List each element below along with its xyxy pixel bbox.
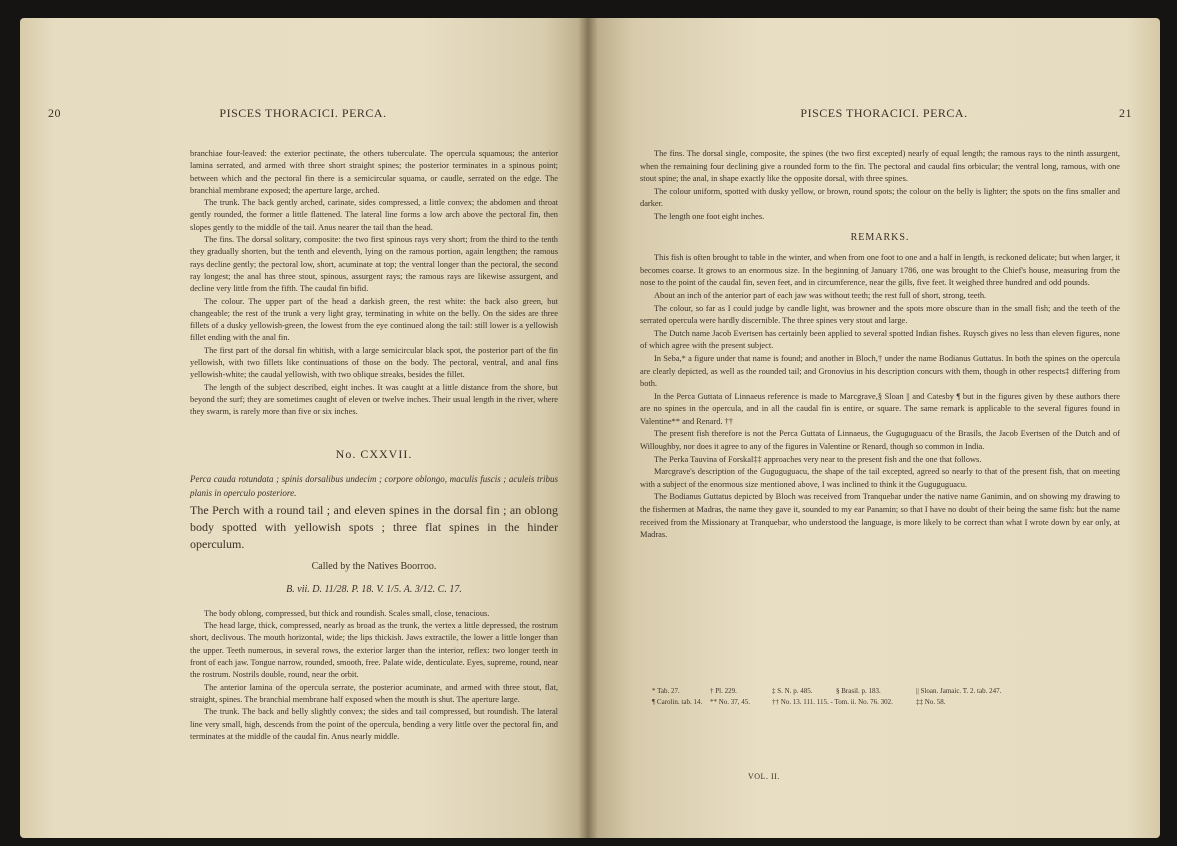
- paragraph: branchiae four-leaved: the exterior pectinate, the others tuberculate. The opercula squamous; the anterior lamina serrated, and armed with three short straight spines; the posterior terminates in a spinous point; between which and the pectoral fin there is a semicircular squama, or caudle, serrated on the edge. The branchial membrane exposed; the aperture large, arched.: [190, 149, 558, 195]
- paragraph: The colour. The upper part of the head a darkish green, the rest white: the back also green, but changeable; the rest of the trunk a very light gray, terminating in white on the belly. On the sides are three fillets of a dusky yellowish-green, the lowest from the eye continued along the tail: still lower is a yellowish fillet ending with the anal fin.: [190, 296, 558, 343]
- paragraph: The Dutch name Jacob Evertsen has certainly been applied to several spotted Indian fishes. Ruysch gives no less than eleven figures, none of which agree with the present subject.: [640, 328, 1120, 351]
- left-text-column: [190, 148, 558, 419]
- footnote: § Brasil. p. 183.: [836, 687, 881, 695]
- footnote: ‡‡ No. 58.: [916, 698, 946, 706]
- footnote: † Pl. 229.: [710, 687, 737, 695]
- footnote-row: [652, 686, 1122, 697]
- right-page-number: 21: [1119, 106, 1132, 120]
- left-page-number: 20: [48, 106, 61, 120]
- paragraph: The present fish therefore is not the Perca Guttata of Linnaeus, the Guguguguacu of the Brasils, the Jacob Evertsen of the Dutch and of Willoughby, nor does it agree to any of the figures in Valentine or Renard, though so common in India.: [640, 429, 1120, 452]
- right-page: [588, 18, 1160, 838]
- paragraph: Marcgrave's description of the Guguguguacu, the shape of the tail excepted, agreed so nearly to that of the present fish, that on meeting with a subject of the enormous size mentioned above, I was inclined to think it the Guguguguacu.: [640, 467, 1120, 489]
- paragraph: About an inch of the anterior part of each jaw was without teeth; the rest full of short, strong, teeth.: [654, 290, 987, 300]
- section-heading: No. CXXVII.: [335, 447, 413, 461]
- paragraph: The fins. The dorsal single, composite, the spines (the two first excepted) nearly of equal length; the ramous rays to the ninth assurgent, when the remaining four declining give a rounded form to the fin. The pectoral and caudal fins orbicular; the ventral long, ramous, with one stout spine; the anal, in shape exactly like the opposite dorsal, with three spines.: [640, 149, 1120, 184]
- paragraph: The colour uniform, spotted with dusky yellow, or brown, round spots; the colour on the belly is lighter; the spots on the fins smaller and darker.: [640, 186, 1120, 209]
- paragraph: The trunk. The back and belly slightly convex; the sides and tail compressed, but roundish. The lateral line very small, high, descends from the point of the opercula, bending a very little over the pectoral fin, and terminates at the middle of the caudal fin. Anus nearly middle.: [190, 707, 558, 741]
- paragraph: In the Perca Guttata of Linnaeus reference is made to Marcgrave,§ Sloan || and Catesby ¶ but in the figures given by these authors there are no spines in the opercula, and in all the caudal fin is entire, or square. The same remark is applicable to the several figures found in Valentine** and Renard. ††: [640, 391, 1120, 426]
- english-diagnosis: The Perch with a round tail ; and eleven spines in the dorsal fin ; an oblong body spotted with yellowish spots ; three flat spines in the hinder operculum.: [190, 503, 558, 552]
- footnotes: [652, 686, 1122, 708]
- paragraph: This fish is often brought to table in the winter, and when from one foot to one and a half in length, is reckoned delicate; but when larger, it becomes coarse. It grows to an enormous size. In the beginning of January 1786, one was brought to the Chief's house, measuring from the nose to the point of the caudal fin, seven feet, and in circumference, near the gills, five feet. It weighed three hundred and odd pounds.: [640, 253, 1120, 288]
- left-running-title: PISCES THORACICI. PERCA.: [219, 106, 387, 120]
- paragraph: The length of the subject described, eight inches. It was caught at a little distance from the shore, but beyond the surf; they are sometimes caught of eleven or twelve inches. Their usual length in the river, where they swarm, is rarely more than five or six inches.: [190, 382, 558, 417]
- remarks-heading: REMARKS.: [850, 231, 910, 243]
- paragraph: In Seba,* a figure under that name is found; and another in Bloch,† under the name Bodianus Guttatus. In both the spines on the opercula are clearly depicted, as well as the rounded tail; and Gronovius in his description concurs with them, though in other respects‡ differing from both.: [640, 353, 1120, 389]
- paragraph: The body oblong, compressed, but thick and roundish. Scales small, close, tenacious.: [204, 608, 490, 618]
- footnote: †† No. 13. 111. 115. - Tom. ii. No. 76. 302.: [772, 698, 893, 706]
- native-name: Called by the Natives Boorroo.: [311, 561, 437, 573]
- paragraph: The Bodianus Guttatus depicted by Bloch was received from Tranquebar under the native name Ganimin, and on showing my drawing to the fishermen at Madras, the name they gave it, sounded to my ear Panamin; so that I have no doubt of their being the same fish: but the name received from the Missionary at Tranquebar, who understood the language, is more likely to be correct than what I wrote down by ear only, at Madras.: [640, 492, 1120, 540]
- paragraph: The colour, so far as I could judge by candle light, was browner and the spots more obscure than in the small fish; and the teeth of the serrated opercula were hardly discernible. The three spines very stout and large.: [640, 303, 1120, 326]
- footnote: * Tab. 27.: [652, 687, 680, 695]
- footnote: ** No. 37, 45.: [710, 698, 751, 706]
- right-text-column: [640, 148, 1120, 542]
- paragraph: The Perka Tauvina of Forskal‡‡ approaches very near to the present fish and the one that follows.: [654, 454, 982, 464]
- latin-diagnosis: Perca cauda rotundata ; spinis dorsalibus undecim ; corpore oblongo, maculis fuscis ; aculeis tribus planis in operculo posteriore.: [190, 474, 558, 499]
- paragraph: The trunk. The back gently arched, carinate, sides compressed, a little convex; the abdomen and throat gently rounded, the former a little flattened. The lateral line forms a low arch above the pectoral fin, then slopes gently to the middle of the tail. Anus nearer the tail than the head.: [190, 198, 558, 232]
- paragraph: The first part of the dorsal fin whitish, with a large semicircular black spot, the posterior part of the fin yellowish, with two fillets like continuations of those on the body. The pectoral, ventral, and anal fins yellowish-white; the caudal yellowish, with two oblique streaks, besides the fillet.: [190, 345, 558, 380]
- fin-formula: B. vii. D. 11/28. P. 18. V. 1/5. A. 3/12. C. 17.: [286, 583, 462, 595]
- footnote: || Sloan. Jamaic. T. 2. tab. 247.: [916, 687, 1002, 695]
- paragraph: The fins. The dorsal solitary, composite: the two first spinous rays very short; from the third to the tenth they gradually shorten, but the tenth and eleventh, lying on the ramous portion, again lengthen; the ramous rays decline gently; the pectoral low, short, acuminate at top; the ventral longer than the pectoral, the second ray longest; the anal has three stout, spinous, assurgent rays; the ramous rays are likewise assurgent, and decline very little from the fifth. The caudal fin bifid.: [190, 235, 558, 294]
- footnote: ¶ Carolin. tab. 14.: [652, 698, 703, 706]
- volume-signature: VOL. II.: [748, 772, 780, 781]
- paragraph: The anterior lamina of the opercula serrate, the posterior acuminate, and armed with three stout, flat, straight, spines. The branchial membrane half exposed when the mouth is shut. The aperture large.: [190, 682, 558, 704]
- species-entry: [190, 446, 558, 743]
- paragraph: The head large, thick, compressed, nearly as broad as the trunk, the vertex a little depressed, the rostrum short, declivous. The mouth horizontal, wide; the lips thickish. Jaws extractile, the lower a little longer than the upper. Teeth numerous, in several rows, the exterior larger than the interior, reflex: two longer teeth in front of each jaw. Tongue narrow, rounded, smooth, free. Palate wide, denticulate. Eyes, supreme, round, near the rostrum. Nostrils double, round, near the orbit.: [190, 621, 558, 680]
- footnote-row: [652, 697, 1122, 708]
- right-running-title: PISCES THORACICI. PERCA.: [800, 106, 968, 120]
- paragraph: The length one foot eight inches.: [654, 211, 765, 221]
- book-gutter: [578, 18, 598, 838]
- footnote: ‡ S. N. p. 485.: [772, 687, 813, 695]
- left-page: [20, 18, 588, 838]
